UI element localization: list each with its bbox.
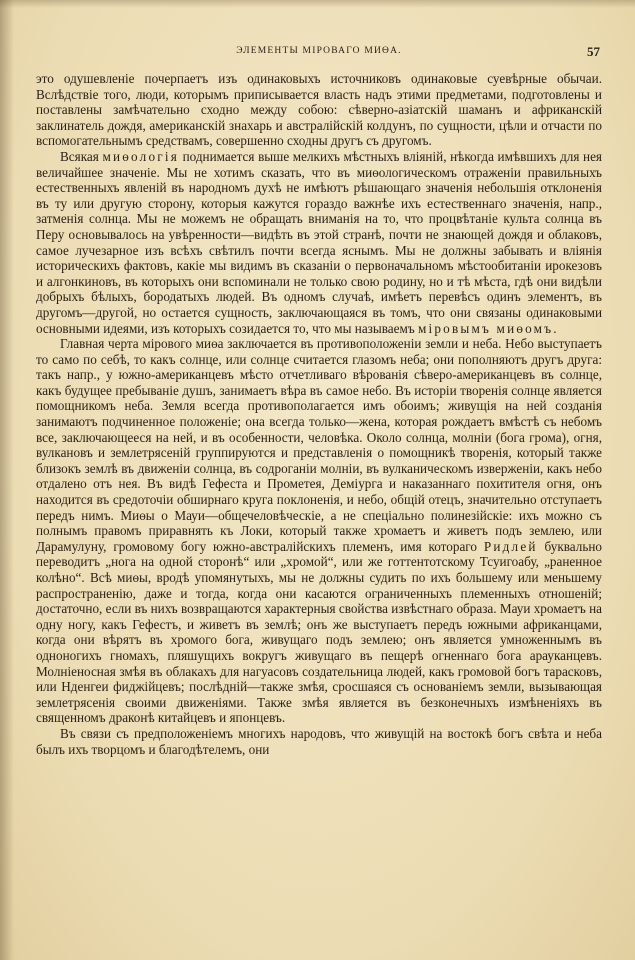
spaced-emphasis: Ридлей [483,538,538,554]
text-run: . [553,320,557,336]
top-shadow [0,0,635,8]
text-run: Главная черта мірового миѳа заключается въ противоположеніи земли и неба. Небо выступаетъ то само по себѣ, то какъ солнце, или солнце считается глазомъ неба; они пополняютъ другъ друга: такъ напр., у южно-американцевъ мѣсто отчетливаго вѣрованія сѣверо-американцевъ въ солнце, какъ будущее пребываніе душъ, занимаетъ вѣра въ самое небо. Въ исторіи творенія солнце является помощникомъ неба. Земля всегда противополагается имъ обоимъ; живущія на ней созданія занимаютъ подчиненное положеніе; она всегда только—жена, которая рождаетъ вмѣстѣ съ небомъ все, заключающееся на ней, и въ особенности, человѣка. Около солнца, молніи (бога грома), огня, вулкановъ и землетрясеній группируются и представленія о помощникѣ творенія, который также близокъ землѣ въ движеніи солнца, въ содроганіи молніи, въ вулканическомъ изверженіи, какъ небо отдалено отъ нея. Въ видѣ Гефеста и Прометея, Деміурга и наказаннаго похитителя огня, онъ находится въ средоточіи обширнаго круга поклоненія, и небо, общій отецъ, значительно отступаетъ передъ нимъ. Миѳы о Мауи—общечеловѣческіе, а не спеціально полинезійскіе: ихъ можно съ полнымъ правомъ приравнять къ Локи, который также хромаетъ и живетъ подъ землею, или Дарамулуну, громовому богу южно-австралійскихъ племенъ, имя котораго [36,336,602,554]
text-run: это одушевленіе почерпаетъ изъ одинаковыхъ источниковъ одинаковые суевѣрные обычаи. Вслѣдствіе того, люди, которымъ приписывается власть надъ этими предметами, подготовлены и поставлены замѣчательно сходно между собою: сѣверно-азіатскій шаманъ и африканскій заклинатель дождя, американскій знахарь и австралійскій колдунъ, по сущности, цѣли и отчасти по вспомогательнымъ средствамъ, совершенно сходны другъ съ другомъ. [36,71,602,149]
page-number: 57 [587,44,600,59]
paragraph [36,71,602,149]
paragraph [36,726,602,757]
text-run: буквально переводитъ „нога на одной сторонѣ“ или „хромой“, или же готтентотскому Тсуигоабу, „раненное колѣно“. Всѣ миѳы, вродѣ упомянутыхъ, мы не должны судить по ихъ большему или меньшему распространенію, даже и тогда, когда они касаются ограниченныхъ племенныхъ отношеній; достаточно, если въ нихъ возвращаются характерныя свойства извѣстнаго образа. Мауи хромаетъ на одну ногу, какъ Гефестъ, и живетъ въ землѣ; онъ же выступаетъ передъ южными африканцами, когда они вѣрятъ въ хромого бога, живущаго подъ землею; онъ является умноженнымъ въ одноногихъ гномахъ, пляшущихъ вокругъ живущаго въ пещерѣ огненнаго бога арауканцевъ. Молніеносная змѣя въ облакахъ для нагуасовъ создательница людей, какъ громовой богъ тарасковъ, или Нденгеи фиджійцевъ; послѣдній—также змѣя, сросшаяся съ основаніемъ земли, вызывающая землетрясенія своими движеніями. Также змѣя является въ безконечныхъ измѣненіяхъ въ священномъ драконѣ китайцевъ и японцевъ. [36,538,602,726]
paragraph [36,336,602,726]
text-run: Всякая [60,148,103,164]
text-run: поднимается выше мелкихъ мѣстныхъ вліяній, нѣкогда имѣвшихъ для нея величайшее значеніе. Мы не хотимъ сказать, что въ миѳологическомъ отраженіи правильныхъ естественныхъ явленій въ народномъ духѣ не имѣютъ рѣшающаго значенія небольшія отклоненія въ ту или другую сторону, которыя кажутся гораздо важнѣе ихъ естественнаго значенія, напр., затменія солнца. Мы не можемъ не обращать вниманія на то, что процвѣтаніе культа солнца въ Перу основывалось на увѣренности—видѣть въ этой странѣ, почти не знающей дождя и облаковъ, самое лучезарное изъ всѣхъ свѣтилъ почти всегда яснымъ. Мы не должны забывать и вліянія историческихъ фактовъ, какіе мы видимъ въ сказаніи о первоначальномъ мѣстообитаніи ирокезовъ и алгонкиновъ, въ которыхъ они вспоминали не только свою родину, но и тѣ мѣста, гдѣ они видѣли добрыхъ бѣлыхъ, бородатыхъ людей. Въ одномъ случаѣ, имѣетъ перевѣсъ одинъ элементъ, въ другомъ—другой, но остается сущность, заключающаяся въ томъ, что они связаны одинаковыми основными идеями, изъ которыхъ созидается то, что мы называемъ [36,148,603,336]
paragraph [36,149,602,336]
body-text [36,71,602,757]
text-run: Въ связи съ предположеніемъ многихъ народовъ, что живущій на востокѣ богъ свѣта и неба былъ ихъ творцомъ и благодѣтелемъ, они [36,725,602,757]
spaced-emphasis: міровымъ миѳомъ [417,320,554,336]
running-title: ЭЛЕМЕНТЫ МІРОВАГО МИѲА. [236,46,402,56]
page-header [38,44,600,60]
binding-shadow [0,0,14,960]
spaced-emphasis: миѳологія [102,148,179,164]
